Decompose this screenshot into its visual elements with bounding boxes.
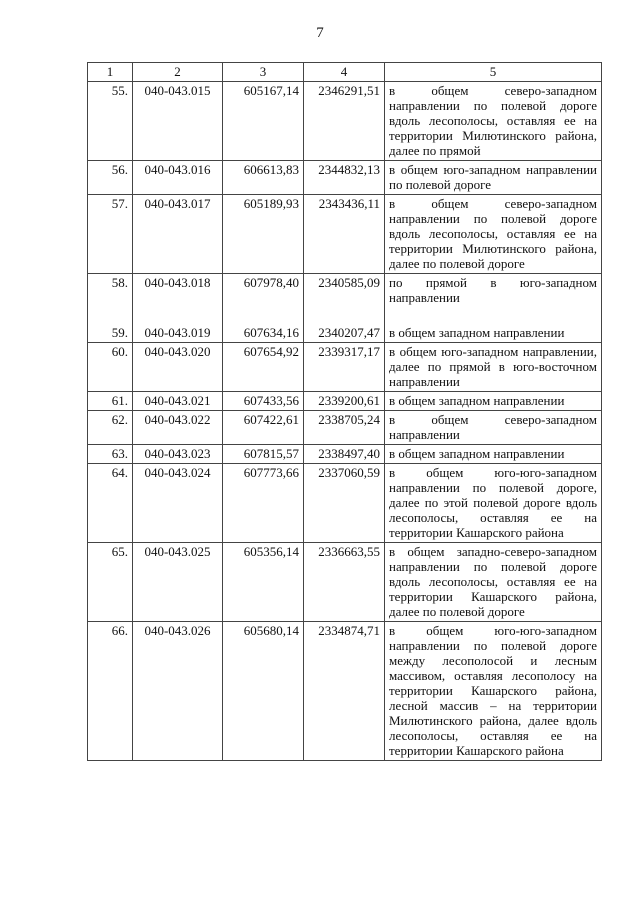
coord-y: 2344832,13 — [304, 161, 385, 195]
route-description: в общем западно-северо-западном направлении по полевой дороге вдоль лесополосы, оставляя ее на территории Кашарского района, далее по полевой дороге — [385, 543, 602, 622]
point-code: 040-043.025 — [133, 543, 223, 622]
row-number: 57. — [88, 195, 133, 274]
point-code: 040-043.023 — [133, 445, 223, 464]
coord-x: 607978,40 — [223, 274, 304, 308]
coord-x: 605680,14 — [223, 622, 304, 761]
row-number: 66. — [88, 622, 133, 761]
point-code: 040-043.021 — [133, 392, 223, 411]
coord-y: 2339200,61 — [304, 392, 385, 411]
table-row — [88, 392, 602, 411]
coord-x: 605189,93 — [223, 195, 304, 274]
row-number: 59. — [88, 307, 133, 343]
table-row — [88, 464, 602, 543]
table-row — [88, 307, 602, 343]
table-row — [88, 543, 602, 622]
route-description: в общем юго-западном направлении, далее по прямой в юго-восточном направлении — [385, 343, 602, 392]
row-number: 61. — [88, 392, 133, 411]
row-number: 65. — [88, 543, 133, 622]
table-row — [88, 82, 602, 161]
point-code: 040-043.016 — [133, 161, 223, 195]
row-number: 64. — [88, 464, 133, 543]
coord-x: 607654,92 — [223, 343, 304, 392]
route-description: в общем юго-юго-западном направлении по полевой дороге, далее по этой полевой дороге вдоль лесополосы, оставляя ее на территории Кашарского района — [385, 464, 602, 543]
header-col-2: 2 — [133, 63, 223, 82]
table-row — [88, 161, 602, 195]
table-row — [88, 343, 602, 392]
table-row — [88, 195, 602, 274]
coord-y: 2336663,55 — [304, 543, 385, 622]
coord-x: 605356,14 — [223, 543, 304, 622]
route-description: в общем северо-западном направлении по полевой дороге вдоль лесополосы, оставляя ее на территории Милютинского района, далее по прямой — [385, 82, 602, 161]
row-number: 60. — [88, 343, 133, 392]
coord-x: 607433,56 — [223, 392, 304, 411]
coord-y: 2338705,24 — [304, 411, 385, 445]
row-number: 55. — [88, 82, 133, 161]
point-code: 040-043.026 — [133, 622, 223, 761]
row-number: 56. — [88, 161, 133, 195]
table-row — [88, 445, 602, 464]
route-description: в общем юго-юго-западном направлении по полевой дороге между лесополосой и лесным массивом, оставляя лесополосу на территории Кашарского района, лесной массив – на территории Милютинского района, далее вдоль лесополосы, оставляя ее на территории Кашарского района — [385, 622, 602, 761]
coord-y: 2337060,59 — [304, 464, 385, 543]
coord-y: 2338497,40 — [304, 445, 385, 464]
route-description: в общем юго-западном направлении по полевой дороге — [385, 161, 602, 195]
coord-x: 607422,61 — [223, 411, 304, 445]
row-number: 58. — [88, 274, 133, 308]
route-description: в общем северо-западном направлении — [385, 411, 602, 445]
header-col-3: 3 — [223, 63, 304, 82]
page-number: 7 — [316, 25, 324, 41]
coord-x: 607815,57 — [223, 445, 304, 464]
coord-x: 607634,16 — [223, 307, 304, 343]
point-code: 040-043.017 — [133, 195, 223, 274]
point-code: 040-043.020 — [133, 343, 223, 392]
route-description: в общем западном направлении — [385, 307, 602, 343]
row-number: 63. — [88, 445, 133, 464]
table-row — [88, 411, 602, 445]
coord-x: 607773,66 — [223, 464, 304, 543]
route-description: в общем западном направлении — [385, 392, 602, 411]
coord-y: 2340207,47 — [304, 307, 385, 343]
coord-y: 2346291,51 — [304, 82, 385, 161]
table-header-row — [88, 63, 602, 82]
coord-y: 2339317,17 — [304, 343, 385, 392]
point-code: 040-043.019 — [133, 307, 223, 343]
route-description: в общем северо-западном направлении по полевой дороге вдоль лесополосы, оставляя ее на территории Милютинского района, далее по полевой дороге — [385, 195, 602, 274]
point-code: 040-043.018 — [133, 274, 223, 308]
coord-y: 2334874,71 — [304, 622, 385, 761]
header-col-5: 5 — [385, 63, 602, 82]
coord-x: 605167,14 — [223, 82, 304, 161]
coord-y: 2343436,11 — [304, 195, 385, 274]
coord-x: 606613,83 — [223, 161, 304, 195]
boundary-points-table — [87, 62, 602, 761]
header-col-4: 4 — [304, 63, 385, 82]
table-row — [88, 274, 602, 308]
coord-y: 2340585,09 — [304, 274, 385, 308]
point-code: 040-043.024 — [133, 464, 223, 543]
point-code: 040-043.022 — [133, 411, 223, 445]
route-description: по прямой в юго-западном направлении — [385, 274, 602, 308]
route-description: в общем западном направлении — [385, 445, 602, 464]
header-col-1: 1 — [88, 63, 133, 82]
table-row — [88, 622, 602, 761]
point-code: 040-043.015 — [133, 82, 223, 161]
row-number: 62. — [88, 411, 133, 445]
